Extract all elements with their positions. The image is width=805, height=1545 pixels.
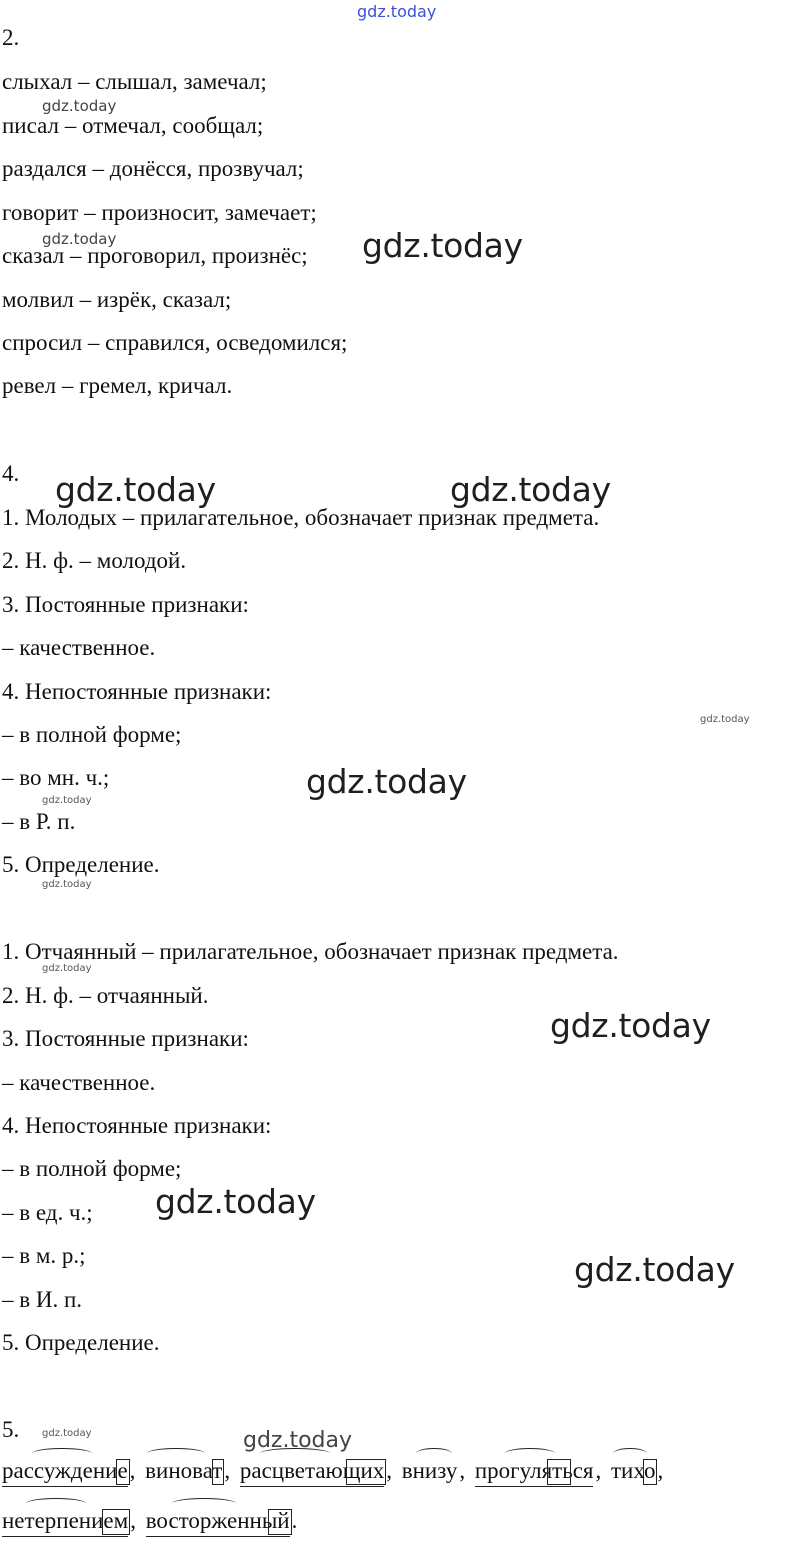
analysis-line: 5. Определение. bbox=[2, 852, 160, 877]
morpheme-word: тихо bbox=[611, 1446, 655, 1486]
morpheme-word: прогуляться bbox=[475, 1446, 594, 1487]
morpheme-row-2 bbox=[2, 1496, 301, 1537]
watermark: gdz.today bbox=[42, 230, 117, 248]
morpheme-word: виноват bbox=[145, 1446, 222, 1486]
morpheme-word: внизу bbox=[402, 1446, 458, 1486]
morpheme-row-1 bbox=[2, 1446, 667, 1487]
morpheme-word: рассуждение bbox=[2, 1446, 128, 1487]
watermark: gdz.today bbox=[306, 762, 467, 801]
comma: , bbox=[386, 1458, 393, 1483]
synonym-line: слыхал – слышал, замечал; bbox=[2, 69, 267, 94]
analysis-line: 4. Непостоянные признаки: bbox=[2, 679, 272, 704]
analysis-line: 1. Молодых – прилагательное, обозначает признак предмета. bbox=[2, 505, 600, 530]
synonym-line: сказал – проговорил, произнёс; bbox=[2, 243, 308, 268]
synonym-line: спросил – справился, осведомился; bbox=[2, 330, 348, 355]
comma: , bbox=[130, 1508, 136, 1533]
watermark: gdz.today bbox=[42, 97, 117, 115]
watermark: gdz.today bbox=[362, 226, 523, 265]
watermark: gdz.today bbox=[550, 1006, 711, 1045]
watermark: gdz.today bbox=[243, 1428, 353, 1453]
synonym-line: молвил – изрёк, сказал; bbox=[2, 287, 232, 312]
comma: , bbox=[459, 1458, 466, 1483]
synonym-line: раздался – донёсся, прозвучал; bbox=[2, 156, 304, 181]
comma: , bbox=[657, 1458, 664, 1483]
analysis-line: – в Р. п. bbox=[2, 809, 76, 834]
analysis-line: – в полной форме; bbox=[2, 1156, 182, 1181]
analysis-line: – в ед. ч.; bbox=[2, 1200, 93, 1225]
morpheme-word: восторженный bbox=[146, 1496, 290, 1537]
period: . bbox=[291, 1508, 298, 1533]
section-number: 2. bbox=[2, 25, 20, 50]
comma: , bbox=[595, 1458, 602, 1483]
synonym-line: писал – отмечал, сообщал; bbox=[2, 113, 264, 138]
comma: , bbox=[129, 1458, 136, 1483]
watermark: gdz.today bbox=[42, 963, 92, 974]
comma: , bbox=[224, 1458, 231, 1483]
synonym-line: говорит – произносит, замечает; bbox=[2, 200, 317, 225]
analysis-line: 2. Н. ф. – отчаянный. bbox=[2, 983, 209, 1008]
analysis-line: – качественное. bbox=[2, 635, 156, 660]
analysis-line: – в полной форме; bbox=[2, 722, 182, 747]
watermark-top: gdz.today bbox=[357, 2, 437, 21]
morpheme-word: нетерпением bbox=[2, 1496, 128, 1537]
watermark: gdz.today bbox=[42, 1428, 92, 1439]
analysis-line: 3. Постоянные признаки: bbox=[2, 1026, 249, 1051]
analysis-line: – во мн. ч.; bbox=[2, 765, 110, 790]
analysis-line: 4. Непостоянные признаки: bbox=[2, 1113, 272, 1138]
analysis-line: – качественное. bbox=[2, 1070, 156, 1095]
watermark: gdz.today bbox=[700, 714, 750, 725]
analysis-line: 3. Постоянные признаки: bbox=[2, 592, 249, 617]
watermark: gdz.today bbox=[42, 879, 92, 890]
analysis-line: – в м. р.; bbox=[2, 1243, 86, 1268]
watermark: gdz.today bbox=[574, 1250, 735, 1289]
watermark: gdz.today bbox=[42, 795, 92, 806]
analysis-line: 1. Отчаянный – прилагательное, обозначает признак предмета. bbox=[2, 939, 619, 964]
analysis-line: 5. Определение. bbox=[2, 1330, 160, 1355]
analysis-line: – в И. п. bbox=[2, 1287, 83, 1312]
watermark: gdz.today bbox=[155, 1182, 316, 1221]
section-number: 4. bbox=[2, 461, 20, 486]
synonym-line: ревел – гремел, кричал. bbox=[2, 373, 233, 398]
watermark: gdz.today bbox=[55, 470, 216, 509]
morpheme-word: расцветающих bbox=[240, 1446, 384, 1487]
analysis-line: 2. Н. ф. – молодой. bbox=[2, 548, 187, 573]
section-number: 5. bbox=[2, 1417, 20, 1442]
watermark: gdz.today bbox=[450, 470, 611, 509]
